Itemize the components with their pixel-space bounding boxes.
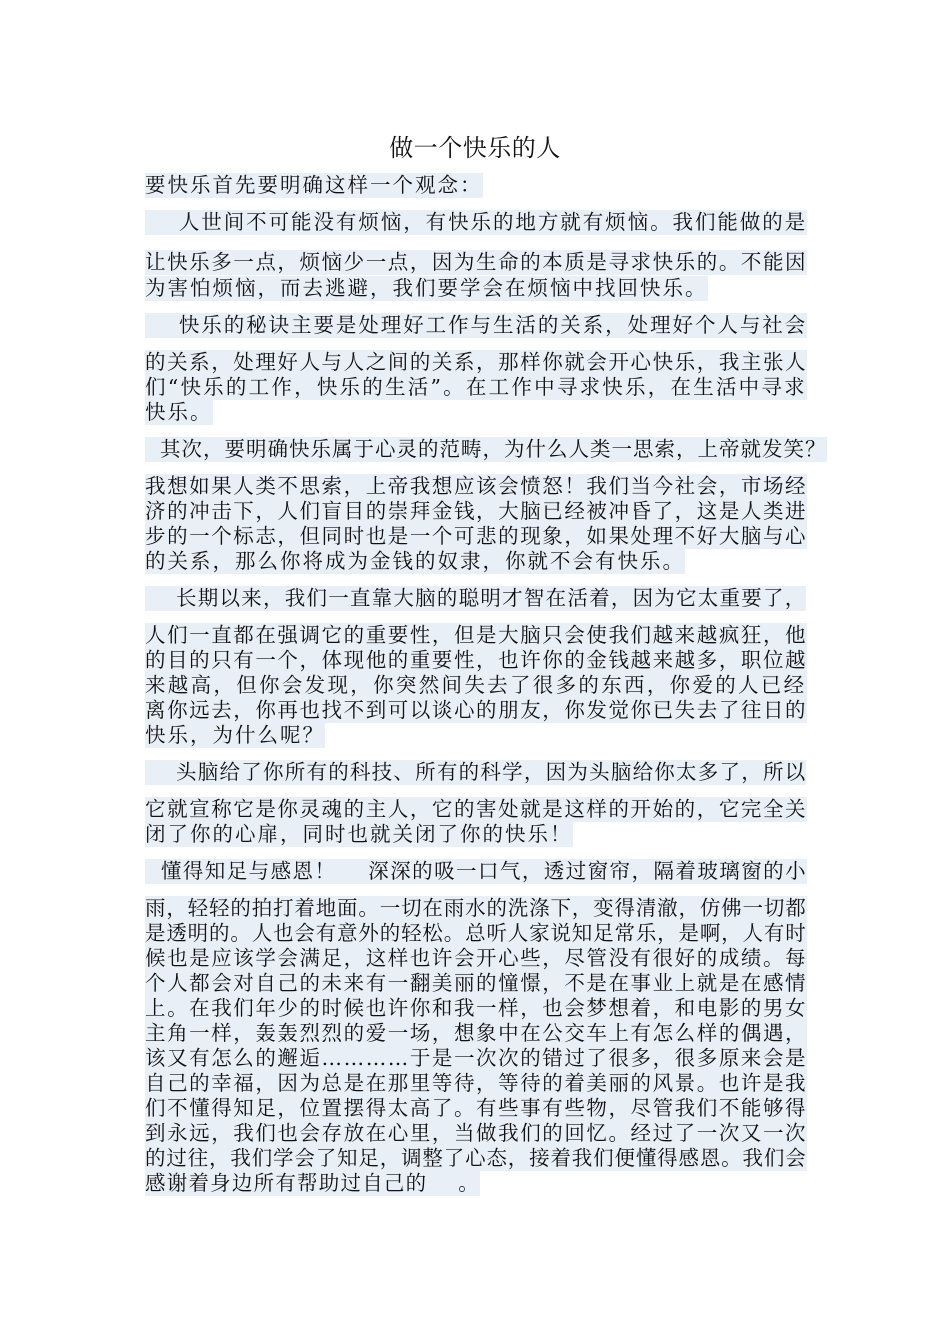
text-line: 闭了你的心扉，同时也就关闭了你的快乐！	[145, 822, 573, 846]
text-line: 快乐的秘诀主要是处理好工作与生活的关系，处理好个人与社会	[145, 313, 808, 337]
text-line: 人世间不可能没有烦恼，有快乐的地方就有烦恼。我们能做的是	[145, 210, 808, 234]
text-line: 为害怕烦恼，而去逃避，我们要学会在烦恼中找回快乐。	[145, 276, 708, 300]
text-line: 长期以来，我们一直靠大脑的聪明才智在活着，因为它太重要了，	[145, 586, 807, 610]
text-line: 上。在我们年少的时候也许你和我一样，也会梦想着，和电影的男女	[145, 996, 808, 1020]
text-line: 的关系，处理好人与人之间的关系，那样你就会开心快乐，我主张人	[145, 350, 808, 374]
text-line: 让快乐多一点，烦恼少一点，因为生命的本质是寻求快乐的。不能因	[145, 250, 808, 274]
text-line: 们“快乐的工作，快乐的生活”。在工作中寻求快乐，在生活中寻求	[145, 375, 807, 399]
text-line: 的目的只有一个，体现他的重要性，也许你的金钱越来越多，职位越	[145, 648, 808, 672]
text-line: 头脑给了你所有的科技、所有的科学，因为头脑给你太多了，所以	[145, 760, 807, 784]
text-line: 要快乐首先要明确这样一个观念：	[145, 173, 483, 197]
text-line: 步的一个标志，但同时也是一个可悲的现象，如果处理不好大脑与心	[145, 524, 808, 548]
text-line: 候也是应该学会满足，这样也许会开心些，尽管没有很好的成绩。每	[145, 946, 808, 970]
text-line: 懂得知足与感恩！ 深深的吸一口气，透过窗帘，隔着玻璃窗的小	[145, 859, 808, 883]
text-line: 来越高，但你会发现，你突然间失去了很多的东西，你爱的人已经	[145, 673, 807, 697]
text-line: 雨，轻轻的拍打着地面。一切在雨水的洗涤下，变得清澈，仿佛一切都	[145, 896, 807, 920]
text-line: 快乐。	[145, 400, 213, 424]
text-line: 我想如果人类不思索，上帝我想应该会愤怒！我们当今社会，市场经	[145, 474, 808, 498]
text-line: 它就宣称它是你灵魂的主人，它的害处就是这样的开始的，它完全关	[145, 797, 808, 821]
text-line: 们不懂得知足，位置摆得太高了。有些事有些物，尽管我们不能够得	[145, 1096, 808, 1120]
text-line: 是透明的。人也会有意外的轻松。总听人家说知足常乐，是啊，人有时	[145, 921, 807, 945]
text-line: 离你远去，你再也找不到可以谈心的朋友，你发觉你已失去了往日的	[145, 698, 808, 722]
text-line: 的过往，我们学会了知足，调整了心态，接着我们便懂得感恩。我们会	[145, 1146, 807, 1170]
text-line: 其次，要明确快乐属于心灵的范畴，为什么人类一思索，上帝就发笑？	[145, 437, 827, 461]
text-line: 感谢着身边所有帮助过自己的 。	[145, 1171, 481, 1195]
text-line: 主角一样，轰轰烈烈的爱一场，想象中在公交车上有怎么样的偶遇，	[145, 1021, 808, 1045]
text-line: 济的冲击下，人们盲目的崇拜金钱，大脑已经被冲昏了，这是人类进	[145, 499, 808, 523]
text-line: 自己的幸福，因为总是在那里等待，等待的着美丽的风景。也许是我	[145, 1071, 808, 1095]
document-title: 做一个快乐的人	[389, 134, 561, 162]
text-line: 人们一直都在强调它的重要性，但是大脑只会使我们越来越疯狂，他	[145, 623, 808, 647]
text-line: 该又有怎么的邂逅…………于是一次次的错过了很多，很多原来会是	[145, 1046, 808, 1070]
text-line: 的关系，那么你将成为金钱的奴隶，你就不会有快乐。	[145, 549, 685, 573]
text-line: 到永远，我们也会存放在心里，当做我们的回忆。经过了一次又一次	[145, 1121, 808, 1145]
text-line: 快乐，为什么呢？	[145, 723, 325, 747]
text-line: 个人都会对自己的未来有一翻美丽的憧憬，不是在事业上就是在感情	[145, 971, 808, 995]
